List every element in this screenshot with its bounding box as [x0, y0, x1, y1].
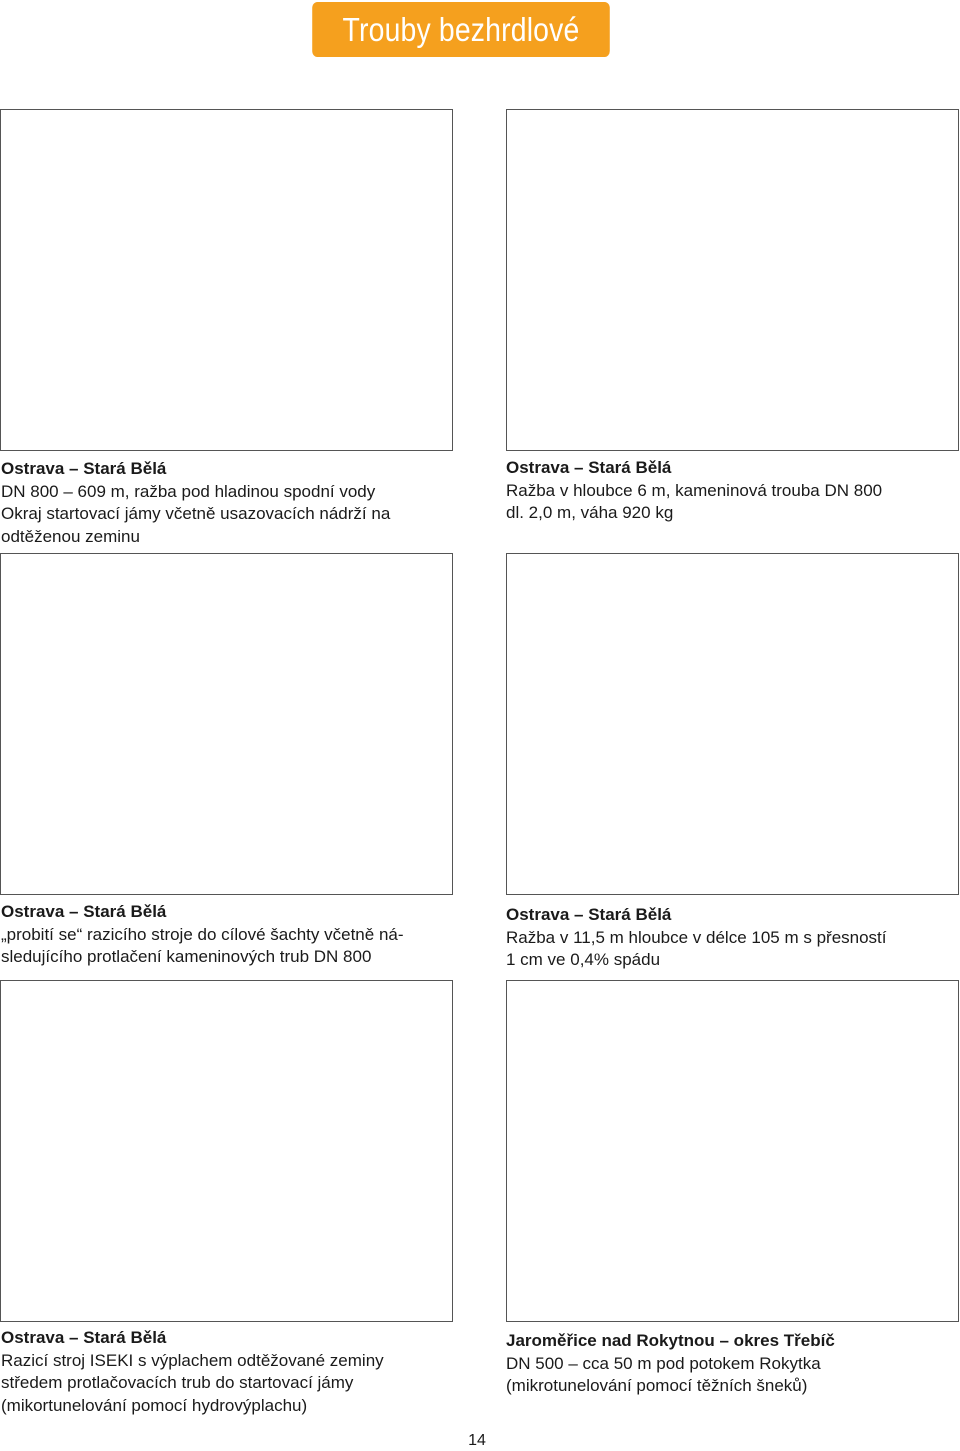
page-title: Trouby bezhrdlové: [312, 2, 610, 57]
photo-frame-3: [0, 553, 453, 895]
photo-frame-6: [506, 980, 959, 1322]
caption-place: Ostrava – Stará Bělá: [1, 902, 167, 921]
caption-line: (mikortunelování pomocí hydrovýplachu): [1, 1395, 308, 1415]
caption-2: [506, 457, 956, 525]
photo-frame-4: [506, 553, 959, 895]
caption-line: „probití se“ razicího stroje do cílové šachty včetně ná-: [1, 924, 404, 944]
caption-6: [506, 1330, 956, 1398]
caption-line: Ražba v hloubce 6 m, kameninová trouba DN 800: [506, 480, 883, 500]
caption-place: Ostrava – Stará Bělá: [506, 458, 672, 477]
photo-frame-1: [0, 109, 453, 451]
caption-place: Ostrava – Stará Bělá: [1, 459, 167, 478]
caption-5: [1, 1327, 451, 1417]
caption-line: dl. 2,0 m, váha 920 kg: [506, 503, 674, 522]
caption-place: Ostrava – Stará Bělá: [1, 1328, 167, 1347]
caption-place: Jaroměřice nad Rokytnou – okres Třebíč: [506, 1331, 835, 1350]
caption-line: odtěženou zeminu: [1, 526, 140, 546]
caption-line: Razicí stroj ISEKI s výplachem odtěžované zeminy: [1, 1350, 384, 1370]
caption-1: [1, 458, 451, 548]
page-number: 14: [468, 1432, 486, 1449]
caption-line: Ražba v 11,5 m hloubce v délce 105 m s přesností: [506, 927, 887, 947]
photo-frame-2: [506, 109, 959, 451]
caption-4: [506, 904, 956, 972]
caption-line: sledujícího protlačení kameninových trub DN 800: [1, 947, 372, 966]
caption-line: DN 800 – 609 m, ražba pod hladinou spodní vody: [1, 481, 376, 501]
caption-3: [1, 901, 451, 969]
caption-line: Okraj startovací jámy včetně usazovacích nádrží na: [1, 504, 391, 523]
caption-line: středem protlačovacích trub do startovací jámy: [1, 1373, 354, 1392]
caption-line: (mikrotunelování pomocí těžních šneků): [506, 1376, 808, 1395]
caption-line: 1 cm ve 0,4% spádu: [506, 950, 661, 969]
photo-frame-5: [0, 980, 453, 1322]
caption-place: Ostrava – Stará Bělá: [506, 905, 672, 924]
caption-line: DN 500 – cca 50 m pod potokem Rokytka: [506, 1353, 821, 1373]
